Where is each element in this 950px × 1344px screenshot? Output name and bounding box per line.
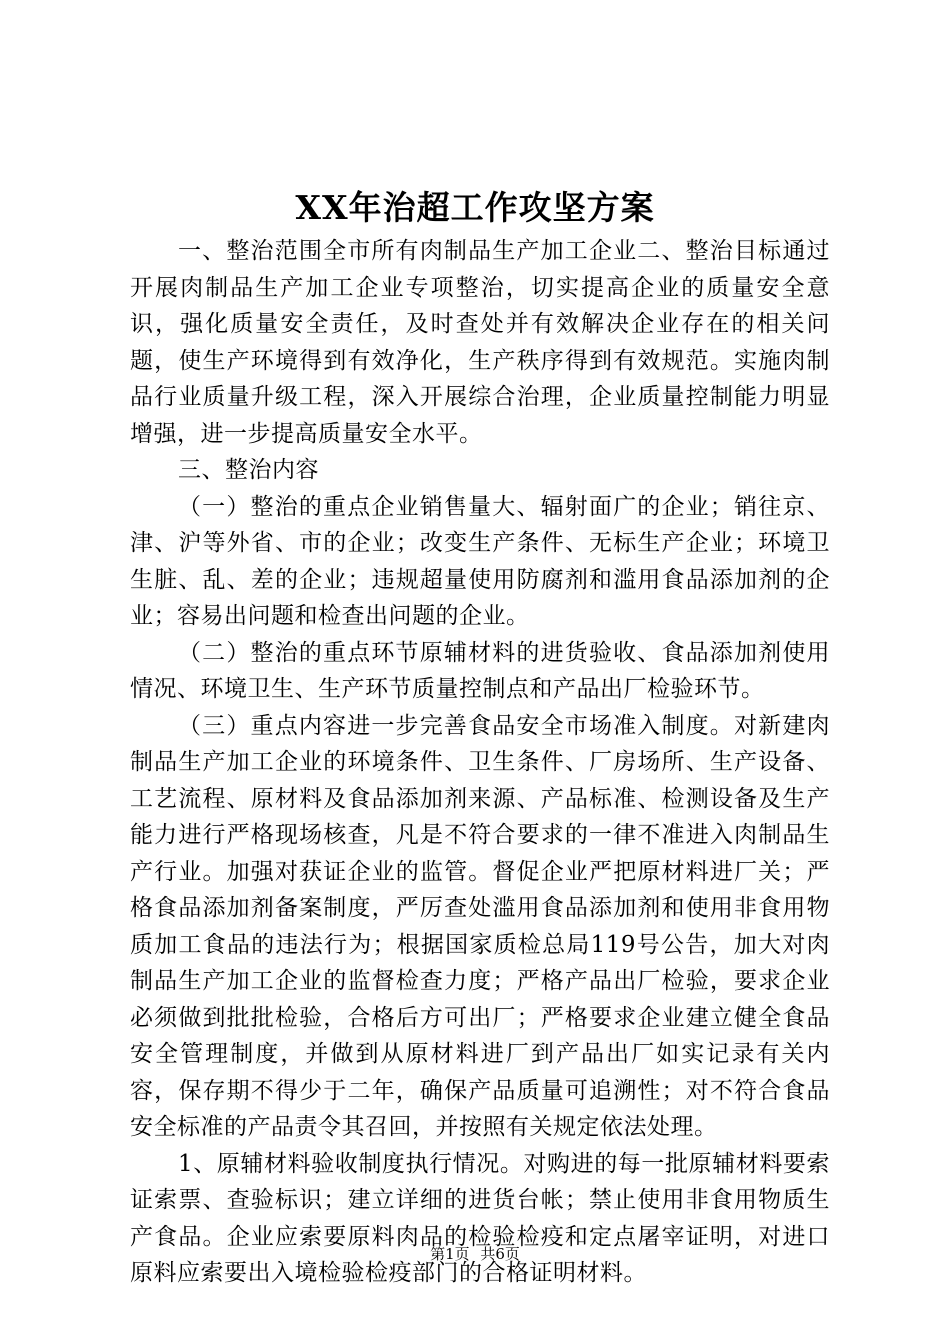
page-footer [0,1244,950,1264]
page-total: 共6页 [480,1245,520,1263]
paragraph-key-content: （三）重点内容进一步完善食品安全市场准入制度。对新建肉制品生产加工企业的环境条件、卫生条件、厂房场所、生产设备、工艺流程、原材料及食品添加剂来源、产品标准、检测设备及生产能力进行严格现场核查，凡是不符合要求的一律不准进入肉制品生产行业。加强对获证企业的监管。督促企业严把原材料进厂关；严格食品添加剂备案制度，严厉查处滥用食品添加剂和使用非食用物质加工食品的违法行为；根据国家质检总局119号公告，加大对肉制品生产加工企业的监督检查力度；严格产品出厂检验，要求企业必须做到批批检验，合格后方可出厂；严格要求企业建立健全食品安全管理制度，并做到从原材料进厂到产品出厂如实记录有关内容，保存期不得少于二年，确保产品质量可追溯性；对不符合食品安全标准的产品责令其召回，并按照有关规定依法处理。 [130,712,830,1140]
paragraph-key-enterprises: （一）整治的重点企业销售量大、辐射面广的企业；销往京、津、沪等外省、市的企业；改变生产条件、无标生产企业；环境卫生脏、乱、差的企业；违规超量使用防腐剂和滥用食品添加剂的企业；容易出问题和检查出问题的企业。 [130,493,830,629]
paragraph-material-inspection: 1、原辅材料验收制度执行情况。对购进的每一批原辅材料要索证索票、查验标识；建立详细的进货台帐；禁止使用非食用物质生产食品。企业应索要原料肉品的检验检疫和定点屠宰证明，对进口原料应索要出入境检验检疫部门的合格证明材料。 [130,1150,830,1286]
document-body [130,233,830,1292]
paragraph-key-links: （二）整治的重点环节原辅材料的进货验收、食品添加剂使用情况、环境卫生、生产环节质量控制点和产品出厂检验环节。 [130,639,830,702]
paragraph-scope-and-goal: 一、整治范围全市所有肉制品生产加工企业二、整治目标通过开展肉制品生产加工企业专项整治，切实提高企业的质量安全意识，强化质量安全责任，及时查处并有效解决企业存在的相关问题，使生产环境得到有效净化，生产秩序得到有效规范。实施肉制品行业质量升级工程，深入开展综合治理，企业质量控制能力明显增强，进一步提高质量安全水平。 [130,238,830,447]
document-title: XX年治超工作攻坚方案 [295,188,655,227]
paragraph-section-heading: 三、整治内容 [178,457,319,483]
page-number: 第1页 [430,1245,470,1263]
